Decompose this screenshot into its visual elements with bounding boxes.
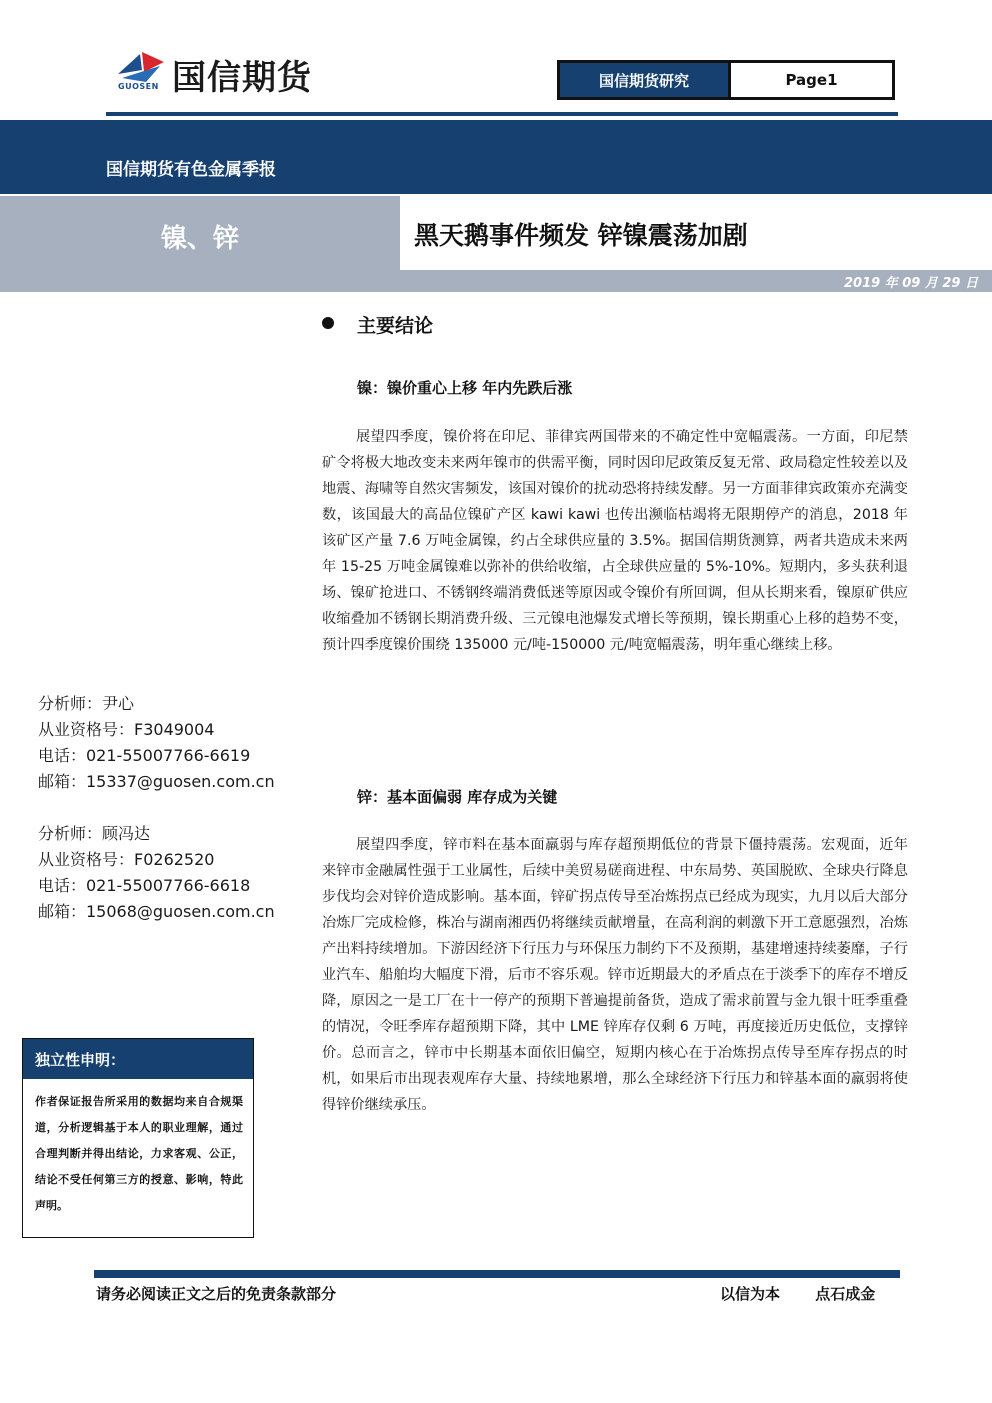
footer-divider <box>94 1270 900 1278</box>
independence-title: 独立性申明： <box>23 1039 253 1079</box>
analyst-license: 从业资格号：F0262520 <box>38 850 215 869</box>
company-logo-sub: GUOSEN <box>118 82 159 91</box>
analyst-card <box>38 691 275 795</box>
analyst-card <box>38 821 275 925</box>
analyst-phone: 电话：021-55007766-6618 <box>38 876 251 895</box>
independence-box <box>22 1038 254 1238</box>
analyst-email: 邮箱：15068@guosen.com.cn <box>38 902 275 921</box>
footer-disclaimer: 请务必阅读正文之后的免责条款部分 <box>96 1285 337 1303</box>
analyst-name: 分析师：顾冯达 <box>38 824 151 843</box>
analyst-phone: 电话：021-55007766-6619 <box>38 746 251 765</box>
analyst-license: 从业资格号：F3049004 <box>38 720 215 739</box>
nickel-paragraph: 展望四季度，镍价将在印尼、菲律宾两国带来的不确定性中宽幅震荡。一方面，印尼禁矿令将极大地改变未来两年镍市的供需平衡，同时因印尼政策反复无常、政局稳定性较差以及地震、海啸等自然灾害频发，该国对镍价的扰动恐将持续发酵。另一方面菲律宾政策亦充满变数，该国最大的高品位镍矿产区 kawi kawi 也传出濒临枯竭将无限期停产的消息，2018 年该矿区产量 7.6 万吨金属镍，约占全球供应量的 3.5%。据国信期货测算，两者共造成未来两年 15-25 万吨金属镍难以弥补的供给收缩，占全球供应量的 5%-10%。短期内，多头获利退场、镍矿抢进口、不锈钢终端消费低迷等原因或令镍价有所回调，但从长期来看，镍原矿供应收缩叠加不锈钢长期消费升级、三元镍电池爆发式增长等预期，镍长期重心上移的趋势不变，预计四季度镍价围绕 135000 元/吨-150000 元/吨宽幅震荡，明年重心继续上移。 <box>322 429 908 653</box>
zinc-paragraph: 展望四季度，锌市料在基本面羸弱与库存超预期低位的背景下僵持震荡。宏观面，近年来锌市金融属性强于工业属性，后续中美贸易磋商进程、中东局势、英国脱欧、全球央行降息步伐均会对锌价造成影响。基本面，锌矿拐点传导至冶炼拐点已经成为现实，九月以后大部分冶炼厂完成检修，株冶与湖南湘西仍将继续贡献增量，在高利润的刺激下开工意愿强烈，冶炼产出料持续增加。下游因经济下行压力与环保压力制约下不及预期，基建增速持续萎靡，子行业汽车、船舶均大幅度下滑，后市不容乐观。锌市近期最大的矛盾点在于淡季下的库存不增反降，原因之一是工厂在十一停产的预期下普遍提前备货，造成了需求前置与金九银十旺季重叠的情况，令旺季库存超预期下降，其中 LME 锌库存仅剩 6 万吨，再度接近历史低位，支撑锌价。总而言之，锌市中长期基本面依旧偏空，短期内核心在于冶炼拐点传导至库存拐点的时机，如果后市出现表观库存大量、持续地累增，那么全球经济下行压力和锌基本面的羸弱将使得锌价继续承压。 <box>322 837 908 1113</box>
analyst-name: 分析师：尹心 <box>38 694 135 713</box>
nickel-subtitle: 镍：镍价重心上移 年内先跌后涨 <box>357 379 573 397</box>
section-title: 主要结论 <box>357 315 434 337</box>
page-label: Page1 <box>785 71 838 89</box>
series-title: 国信期货有色金属季报 <box>106 160 276 180</box>
report-date: 2019 年 09 月 29 日 <box>844 276 978 291</box>
topic-label: 镍、锌 <box>160 223 239 254</box>
header-label-box <box>557 60 895 100</box>
independence-text: 作者保证报告所采用的数据均来自合规渠道，分析逻辑基于本人的职业理解，通过合理判断并得出结论，力求客观、公正，结论不受任何第三方的授意、影响，特此声明。 <box>35 1095 243 1212</box>
header-divider <box>106 112 898 116</box>
analyst-email: 邮箱：15337@guosen.com.cn <box>38 772 275 791</box>
company-logo-text: 国信期货 <box>172 58 312 98</box>
report-headline: 黑天鹅事件频发 锌镍震荡加剧 <box>414 221 748 250</box>
bullet-icon <box>322 317 334 329</box>
research-label: 国信期货研究 <box>560 63 731 97</box>
footer-slogan: 以信为本 点石成金 <box>720 1285 876 1303</box>
zinc-subtitle: 锌：基本面偏弱 库存成为关键 <box>357 788 558 806</box>
